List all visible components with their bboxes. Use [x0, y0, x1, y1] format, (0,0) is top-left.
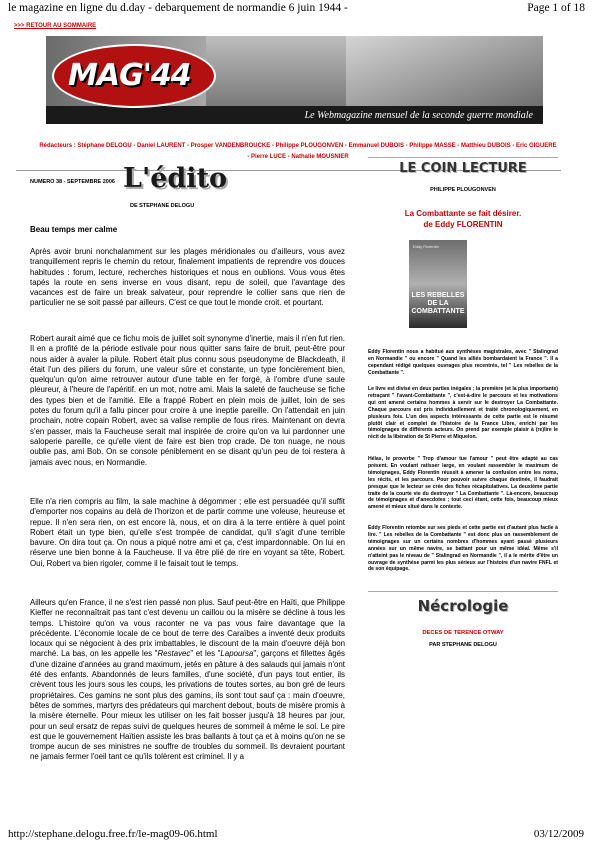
necrologie-title: DECES DE TERENCE OTWAY	[422, 630, 504, 636]
necrologie-byline: PAR STEPHANE DELOGU	[429, 642, 497, 648]
back-to-summary-link[interactable]: >>> RETOUR AU SOMMAIRE	[14, 23, 97, 29]
review-paragraph: Le livre est divisé en deux parties inégales ; la première (et la plus importante) retraçant " l'avant-Combattante ", c'est-à-dire le parcours et les motivations qui ont amené certains hommes à servir sur le destroyer La Combattante. Chaque parcours est pris individuellement et traité chronologiquement, en plusieurs fois. L'un des aspects intéressants de cette partie est le résumé plutôt clair et complet de l'histoire de la France Libre, enrichi par les témoignages de différents acteurs. On prend par exemple plaisir à (re)lire le récit de la libération de St Pierre et Miquelon.	[368, 386, 558, 441]
book-review-headline: La Combattante se fait désirer. de Eddy FLORENTIN	[404, 209, 522, 229]
review-paragraph: Hélas, le proverbe " Trop d'amour tue l'amour " peut être adapté au cas présent. En voulant ratisser large, en voulant rassembler le maximum de témoignages, Eddy Florentin réussit à amener la confusion entre les noms, les récits, et les parcours. Pour pouvoir suivre chaque destinée, il faudrait presque que le lecteur se crée des fiches récapitulatives. La deuxième partie traite de la courte vie du destroyer " La Combattante ". Là-encore, beaucoup de témoignages et d'anecdotes ; tout ceci étant, cette fois, beaucoup mieux amené et mieux situé dans le contexte.	[368, 456, 558, 511]
edito-paragraph: Robert aurait aimé que ce fichu mois de juillet soit synonyme d'inertie, mais il n'en fut rien. Il en a profité de la période estivale pour nous quitter sans faire de bruit, peut-être pour nous aider à avaler la pilule. Robert était plus connu sous pseudonyme de Blackdeath, il était l'un des piliers du forum, une valeur sûre et constante, un type foncièrement bien, quelqu'un qu'on aime retrouver autour d'une table en fer forgé, à l'ombre d'une saule pleureur, à l'heure de l'apéritif. en un mot, notre ami. Mais la saleté de faucheuse se fiche des types bien et de l'amitié. Elle a frappé Robert en plein mois de juillet, loin de ses potes du forum qu'il a fallu pincer pour croire à une ineptie pareille. On l'attendait en juin prochain, notre copain Robert, avec sa valise remplie de fous rires. Maintenant on devra s'en passer, mais la Faucheuse serait mal inspirée de croire qu'on va lui pardonner une saloperie pareille, ce qu'elle vient de faire est bien trop crade. De ton nuage, ne nous oublie pas, ami Bob. On se console péniblement en se disant qu'un peu de toi restera à jamais avec nous, en Normandie.	[30, 334, 345, 467]
necrologie-heading: Nécrologie	[417, 597, 509, 615]
edito-paragraph: Ailleurs qu'en France, il ne s'est rien passé non plus. Sauf peut-être en Haïti, que Philippe Kieffer ne reconnaîtrait pas tant c'est devenu un caillou ou la misère se décline à tous les temps. L'histoire qu'on va vous raconter ne va pas vous faire davantage que la précédente. L'économie locale de ce bout de terre des Caraïbes a inventé deux produits locaux qui se négocient à des prix imbattables, le discount de la main d'oeuvre déjà bon marché. La bas, on les appelle les "Restavec" et les "Lapoursa", garçons et fillettes âgés d'une dizaine d'années au grand maximum, jetés en pâture à des salauds qui jamais n'ont été des enfants. Abandonnés de leurs familles, d'une société, d'un pays tout entier, ils crèvent tous les jours sous les coups, les privations de toutes sortes, au bon gré de leurs propriétaires. Ces gamins ne sont plus des gamins, ils sont tout sauf ça : main d'oeuvre, bêtes de sommes, martyrs des prédateurs qui marchent debout, bouts de misère promis à la misère éternelle. Pour mieux les utiliser on les fait bosser jusqu'à 18 heures par jour, pour un seul ersatz de repas suivi de quelques heures de sommeil à même le sol. Le pire est que le gouvernement Haïtien assiste les bras ballants à tout ça et à moins qu'on ne se trompe aucun de ses ministres ne souffre de troubles du sommeil. Ils devraient pourtant ne jamais fermer l'oeil tant ce qu'ils tolèrent est criminel. Il y a	[30, 598, 345, 762]
browser-page-title: le magazine en ligne du d.day - debarquement de normandie 6 juin 1944 -	[8, 2, 348, 14]
banner-photo	[206, 36, 346, 106]
edito-paragraph: Elle n'a rien compris au film, la sale machine à dégommer ; elle est persuadée qu'il suffit d'emporter nos copains au delà de l'horizon et de partir comme une voleuse, heureuse et repue. Il n'en sera rien, on est encore là, nous, et on dira à la terre entière à quel point Robert était un type bien, qu'elle s'est trompée de candidat, qu'il s'agit d'une terrible bavure. On dira tout ça. On nous a piqué notre ami et ça, c'est impardonnable. On lui en réserve une bien bonne à la Faucheuse. Il va être plié de rire en voyant sa tête, Robert. Oui, Robert va bien rigoler, comme il le faisait tout le temps.	[30, 497, 345, 568]
review-paragraph: Eddy Florentin nous a habitué aux synthèses magistrales, avec " Stalingrad en Normandie " ou encore " Quand les alliés bombardaient la France ". Il a cependant rédigé quelques ouvrages plus recentrés, tel " Les rebelles de la Combattante ".	[368, 349, 558, 376]
print-date: 03/12/2009	[533, 828, 584, 840]
edito-heading: L'édito	[123, 163, 228, 194]
banner-photo	[346, 36, 543, 106]
book-cover-image	[409, 240, 467, 328]
term-restavec: Restavec	[157, 649, 191, 659]
right-column-divider	[368, 591, 558, 592]
cover-title: LES REBELLES DE LA COMBATTANTE	[411, 292, 465, 315]
right-column-divider	[368, 157, 558, 158]
edito-byline: DE STEPHANE DELOGU	[130, 203, 195, 209]
editors-line: - Pierre LUCE - Nathalie MOUSNIER	[247, 154, 349, 160]
cover-author: Eddy Florentin	[413, 244, 439, 249]
term-lapoursa: Lapoursa	[220, 649, 254, 659]
logo-text: MAG'44	[68, 58, 191, 93]
magazine-logo	[52, 44, 216, 108]
edito-subtitle: Beau temps mer calme	[30, 225, 118, 234]
coin-lecture-heading: LE COIN LECTURE	[399, 161, 527, 176]
edito-paragraph: Après avoir bruni nonchalamment sur les plages méridionales ou d'ailleurs, vous avez tranquillement repris le chemin du retour, finalement impatients de reprendre vos douces habitudes : forum, lecture, recherches historiques et nous en oublions. Vous vous êtes tapés la route en sens inverse en vous disant, repu de soleil, que l'avantage des vacances est de faire un break salvateur, pour reprendre le collier sans que rien de particulier ne se soit passé par ailleurs. C'est ce que tout le monde croit. et pourtant.	[30, 247, 345, 308]
magazine-banner	[46, 36, 543, 124]
coin-lecture-author-tag: PHILIPPE PLOUGONVEN	[430, 187, 496, 193]
editors-line: Rédacteurs : Stéphane DELOGU - Daniel LAURENT - Prosper VANDENBROUCKE - Philippe PLOUGONVEN - Emmanuel DUBOIS - Philippe MASSE - Matthieu DUBOIS - Eric GIGUERE	[39, 143, 557, 149]
page-url: http://stephane.delogu.free.fr/le-mag09-06.html	[8, 828, 218, 840]
page-number: Page 1 of 18	[527, 2, 585, 14]
banner-tagline: Le Webmagazine mensuel de la seconde guerre mondiale	[304, 110, 533, 121]
review-paragraph: Eddy Florentin retombe sur ses pieds et cette partie est d'autant plus facile à lire. " Les rebelles de la Combattante " est donc plus un rassemblement de témoignages sur un certains nombres d'hommes ayant passé plusieurs années sur un même navire, se battant pour un même idéal. Même s'il n'atteint pas le niveau de " Stalingrad en Normandie ", il a le mérite d'être un ouvrage de synthèse parmi les plus sérieux sur l'histoire d'un navire FNFL et de son équipage.	[368, 525, 558, 573]
editors-list	[20, 141, 576, 163]
issue-number: NUMERO 38 - SEPTEMBRE 2006	[30, 179, 115, 185]
